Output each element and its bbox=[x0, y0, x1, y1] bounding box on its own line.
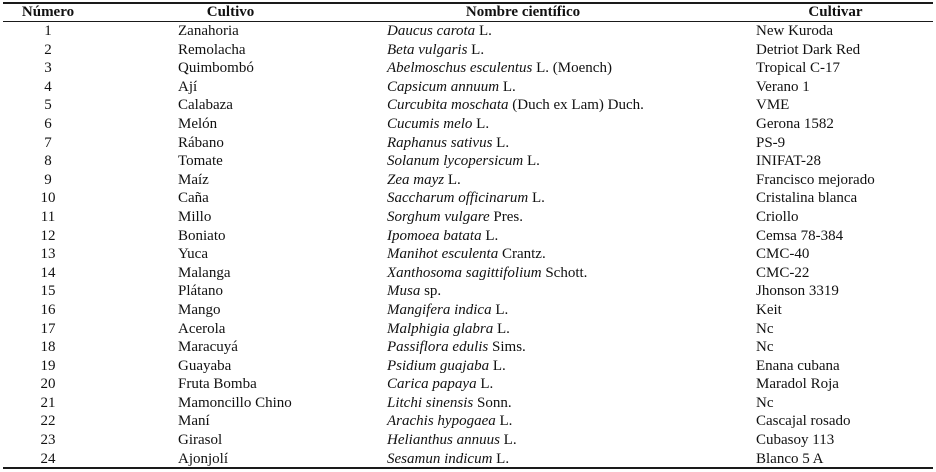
scientific-name: Raphanus sativus bbox=[387, 134, 493, 151]
table-row bbox=[3, 394, 933, 413]
scientific-name: Cucumis melo bbox=[387, 115, 473, 132]
scientific-authority: Pres. bbox=[489, 208, 523, 225]
cell-cultivo: Mango bbox=[178, 301, 221, 318]
cell-nombre-cientifico bbox=[387, 301, 508, 320]
cell-cultivo: Yuca bbox=[178, 246, 208, 263]
scientific-authority: sp. bbox=[420, 283, 442, 300]
cell-cultivar: Cemsa 78-384 bbox=[756, 227, 844, 244]
cell-cultivar: Detriot Dark Red bbox=[756, 41, 861, 58]
cell-nombre-cientifico bbox=[387, 96, 644, 115]
cell-nombre-cientifico bbox=[387, 338, 526, 357]
table-row bbox=[3, 152, 933, 171]
header-cultivar: Cultivar bbox=[808, 4, 863, 20]
cell-cultivar: Keit bbox=[756, 301, 782, 318]
table-row bbox=[3, 412, 933, 431]
cell-cultivo: Quimbombó bbox=[178, 60, 254, 77]
cell-cultivar: CMC-40 bbox=[756, 246, 810, 263]
cell-cultivar: Cubasoy 113 bbox=[756, 432, 835, 449]
cell-cultivar: Gerona 1582 bbox=[756, 115, 834, 132]
cell-cultivo: Caña bbox=[178, 190, 209, 207]
scientific-name: Arachis hypogaea bbox=[387, 413, 496, 430]
cell-nombre-cientifico bbox=[387, 227, 498, 246]
scientific-authority: Schott. bbox=[541, 264, 588, 281]
cell-numero: 19 bbox=[40, 357, 56, 374]
cell-numero: 9 bbox=[44, 171, 52, 188]
table-row bbox=[3, 227, 933, 246]
table-body bbox=[3, 22, 933, 468]
table-row bbox=[3, 264, 933, 283]
scientific-name: Manihot esculenta bbox=[387, 246, 499, 263]
table-row bbox=[3, 22, 933, 41]
scientific-name: Capsicum annuum bbox=[387, 78, 500, 95]
cell-nombre-cientifico bbox=[387, 320, 510, 339]
cell-nombre-cientifico bbox=[387, 171, 461, 190]
scientific-name: Ipomoea batata bbox=[387, 227, 482, 244]
cell-cultivo: Zanahoria bbox=[178, 23, 239, 39]
cell-numero: 2 bbox=[44, 41, 52, 58]
cell-cultivo: Remolacha bbox=[178, 41, 246, 58]
scientific-authority: L. bbox=[528, 190, 545, 207]
cell-numero: 3 bbox=[44, 60, 52, 77]
cell-nombre-cientifico bbox=[387, 450, 509, 469]
cell-numero: 8 bbox=[44, 153, 52, 170]
cell-numero: 18 bbox=[40, 339, 56, 356]
cell-numero: 7 bbox=[44, 134, 52, 151]
table-row bbox=[3, 189, 933, 208]
cell-cultivar: Tropical C-17 bbox=[756, 60, 841, 77]
scientific-name: Helianthus annuus bbox=[387, 432, 500, 449]
cell-cultivo: Ají bbox=[178, 78, 198, 95]
cell-numero: 14 bbox=[40, 264, 56, 281]
cell-numero: 10 bbox=[40, 190, 56, 207]
scientific-authority: L. bbox=[492, 134, 510, 151]
cell-numero: 16 bbox=[40, 301, 56, 318]
cell-numero: 5 bbox=[44, 97, 52, 114]
table-bottom-rule bbox=[3, 467, 933, 469]
cell-nombre-cientifico bbox=[387, 394, 512, 413]
cell-nombre-cientifico bbox=[387, 357, 506, 376]
table-row bbox=[3, 171, 933, 190]
cell-cultivar: Verano 1 bbox=[756, 78, 810, 95]
scientific-authority: L. bbox=[475, 23, 492, 39]
cell-cultivo: Maíz bbox=[178, 171, 209, 188]
scientific-authority: L. bbox=[493, 320, 510, 337]
cell-nombre-cientifico bbox=[387, 59, 612, 78]
table-row bbox=[3, 208, 933, 227]
table-row bbox=[3, 375, 933, 394]
table-row bbox=[3, 41, 933, 60]
table-row bbox=[3, 301, 933, 320]
cell-numero: 24 bbox=[40, 450, 56, 467]
cell-nombre-cientifico bbox=[387, 115, 489, 134]
cell-cultivo: Tomate bbox=[178, 153, 223, 170]
cell-cultivo: Girasol bbox=[178, 432, 223, 449]
cell-cultivo: Guayaba bbox=[178, 357, 232, 374]
scientific-authority: L. bbox=[492, 450, 510, 467]
header-numero: Número bbox=[21, 4, 75, 20]
cell-numero: 6 bbox=[44, 115, 52, 132]
cell-numero: 13 bbox=[40, 246, 56, 263]
scientific-authority: L. bbox=[489, 357, 506, 374]
scientific-name: Curcubita moschata bbox=[387, 97, 509, 114]
scientific-name: Beta vulgaris bbox=[387, 41, 468, 58]
cell-cultivo: Millo bbox=[178, 208, 212, 225]
scientific-authority: Sims. bbox=[488, 339, 526, 356]
crops-table bbox=[3, 0, 933, 472]
scientific-name: Sesamun indicum bbox=[387, 450, 493, 467]
scientific-name: Zea mayz bbox=[387, 171, 445, 188]
scientific-name: Daucus carota bbox=[387, 23, 476, 39]
scientific-name: Abelmoschus esculentus bbox=[387, 60, 533, 77]
cell-nombre-cientifico bbox=[387, 189, 545, 208]
scientific-authority: L. bbox=[499, 78, 516, 95]
scientific-authority: L. bbox=[491, 301, 509, 318]
scientific-authority: L. (Moench) bbox=[532, 60, 612, 77]
cell-cultivar: Jhonson 3319 bbox=[756, 283, 839, 300]
scientific-authority: Sonn. bbox=[473, 394, 512, 411]
cell-cultivar: Francisco mejorado bbox=[756, 171, 875, 188]
table-row bbox=[3, 450, 933, 469]
cell-cultivo: Boniato bbox=[178, 227, 226, 244]
cell-cultivar: Nc bbox=[756, 339, 774, 356]
table-row bbox=[3, 338, 933, 357]
scientific-name: Psidium guajaba bbox=[387, 357, 490, 374]
cell-cultivar: New Kuroda bbox=[756, 23, 834, 39]
cell-numero: 15 bbox=[40, 283, 56, 300]
scientific-authority: L. bbox=[476, 376, 494, 393]
cell-cultivar: Nc bbox=[756, 320, 774, 337]
cell-nombre-cientifico bbox=[387, 264, 587, 283]
cell-cultivo: Maní bbox=[178, 413, 210, 430]
cell-nombre-cientifico bbox=[387, 208, 523, 227]
scientific-name: Litchi sinensis bbox=[387, 394, 474, 411]
table-row bbox=[3, 59, 933, 78]
scientific-authority: L. bbox=[495, 413, 513, 430]
cell-cultivar: Criollo bbox=[756, 208, 799, 225]
cell-nombre-cientifico bbox=[387, 41, 484, 60]
table-row bbox=[3, 431, 933, 450]
scientific-name: Carica papaya bbox=[387, 376, 477, 393]
scientific-name: Saccharum officinarum bbox=[387, 190, 529, 207]
scientific-name: Malphigia glabra bbox=[387, 320, 494, 337]
scientific-authority: L. bbox=[499, 432, 517, 449]
cell-numero: 1 bbox=[44, 23, 52, 39]
cell-cultivo: Melón bbox=[178, 115, 218, 132]
cell-cultivar: CMC-22 bbox=[756, 264, 810, 281]
header-nombre-cientifico: Nombre científico bbox=[465, 4, 581, 20]
table-row bbox=[3, 134, 933, 153]
cell-cultivo: Fruta Bomba bbox=[178, 376, 257, 393]
scientific-authority: L. bbox=[467, 41, 485, 58]
cell-nombre-cientifico bbox=[387, 412, 512, 431]
scientific-authority: L. bbox=[472, 115, 490, 132]
scientific-authority: (Duch ex Lam) Duch. bbox=[508, 97, 644, 114]
cell-cultivar: Blanco 5 A bbox=[756, 450, 824, 467]
cell-cultivo: Malanga bbox=[178, 264, 231, 281]
table-row bbox=[3, 78, 933, 97]
cell-numero: 22 bbox=[40, 413, 56, 430]
table-row bbox=[3, 115, 933, 134]
cell-cultivo: Ajonjolí bbox=[178, 450, 229, 467]
header-cultivo: Cultivo bbox=[206, 4, 255, 20]
cell-numero: 17 bbox=[40, 320, 56, 337]
cell-nombre-cientifico bbox=[387, 134, 509, 153]
cell-cultivar: Cristalina blanca bbox=[756, 190, 858, 207]
cell-cultivar: Nc bbox=[756, 394, 774, 411]
cell-nombre-cientifico bbox=[387, 22, 492, 41]
cell-cultivo: Calabaza bbox=[178, 97, 233, 114]
cell-cultivo: Acerola bbox=[178, 320, 226, 337]
cell-cultivar: Maradol Roja bbox=[756, 376, 839, 393]
cell-numero: 21 bbox=[40, 394, 56, 411]
cell-nombre-cientifico bbox=[387, 282, 441, 301]
cell-cultivar: INIFAT-28 bbox=[756, 153, 822, 170]
table-row bbox=[3, 357, 933, 376]
table-row bbox=[3, 245, 933, 264]
cell-cultivar: VME bbox=[756, 97, 790, 114]
table-row bbox=[3, 320, 933, 339]
scientific-name: Musa bbox=[387, 283, 421, 300]
scientific-name: Xanthosoma sagittifolium bbox=[387, 264, 542, 281]
cell-nombre-cientifico bbox=[387, 152, 540, 171]
scientific-authority: L. bbox=[444, 171, 461, 188]
table-row bbox=[3, 96, 933, 115]
scientific-authority: L. bbox=[481, 227, 499, 244]
cell-cultivo: Maracuyá bbox=[178, 339, 238, 356]
cell-numero: 4 bbox=[44, 78, 52, 95]
cell-nombre-cientifico bbox=[387, 78, 516, 97]
table-header bbox=[3, 4, 933, 21]
cell-nombre-cientifico bbox=[387, 245, 546, 264]
cell-numero: 23 bbox=[40, 432, 56, 449]
cell-cultivar: PS-9 bbox=[756, 134, 786, 151]
cell-numero: 20 bbox=[40, 376, 56, 393]
cell-numero: 11 bbox=[40, 208, 56, 225]
cell-cultivar: Cascajal rosado bbox=[756, 413, 851, 430]
table-row bbox=[3, 282, 933, 301]
cell-cultivo: Plátano bbox=[178, 283, 223, 300]
scientific-name: Solanum lycopersicum bbox=[387, 153, 524, 170]
cell-nombre-cientifico bbox=[387, 431, 517, 450]
scientific-name: Passiflora edulis bbox=[387, 339, 489, 356]
scientific-name: Mangifera indica bbox=[387, 301, 492, 318]
cell-cultivar: Enana cubana bbox=[756, 357, 840, 374]
cell-numero: 12 bbox=[40, 227, 56, 244]
scientific-authority: Crantz. bbox=[498, 246, 546, 263]
cell-cultivo: Mamoncillo Chino bbox=[178, 394, 292, 411]
scientific-authority: L. bbox=[523, 153, 540, 170]
cell-cultivo: Rábano bbox=[178, 134, 224, 151]
scientific-name: Sorghum vulgare bbox=[387, 208, 490, 225]
cell-nombre-cientifico bbox=[387, 375, 493, 394]
